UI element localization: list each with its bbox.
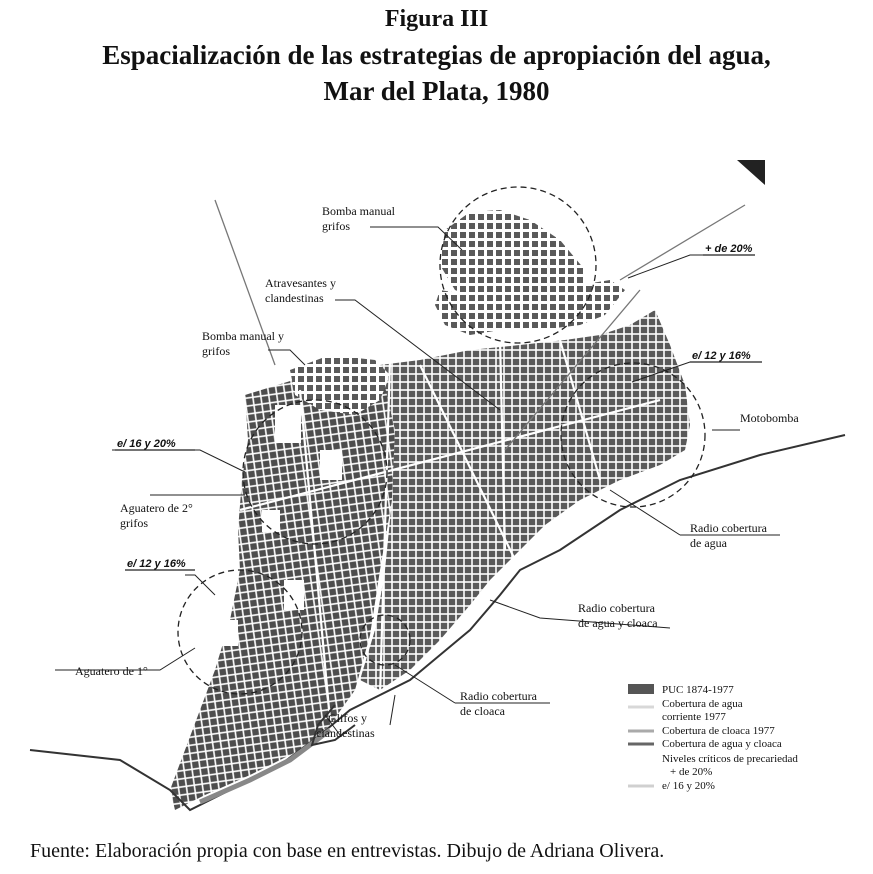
void-5 xyxy=(220,620,238,646)
legend-agua-2: corriente 1977 xyxy=(662,711,726,723)
label-aguatero-1: Aguatero de 1° xyxy=(75,664,148,678)
legend-niveles: Niveles críticos de precariedad xyxy=(662,753,798,765)
legend-cloaca: Cobertura de cloaca 1977 xyxy=(662,725,775,737)
label-clandestinas-1: clandestinas xyxy=(265,291,324,305)
void-1 xyxy=(275,405,301,443)
label-motobomba: Motobomba xyxy=(740,411,799,425)
void-4 xyxy=(284,580,304,610)
legend-e16-20: e/ 16 y 20% xyxy=(662,780,715,792)
label-glifos: Glifos y xyxy=(328,711,367,725)
legend-agua-cloaca: Cobertura de agua y cloaca xyxy=(662,738,782,750)
figure-label: Figura III xyxy=(384,6,489,32)
label-mas-20: + de 20% xyxy=(705,243,753,255)
label-radio-agua-1: Radio cobertura xyxy=(690,521,767,535)
void-2 xyxy=(320,450,342,480)
label-radio-agua-cloaca-2: de agua y cloaca xyxy=(578,616,658,630)
label-aguatero-2: Aguatero de 2° xyxy=(120,501,193,515)
city-map xyxy=(0,150,873,830)
label-e12-16-b: e/ 12 y 16% xyxy=(127,558,186,570)
label-radio-cloaca-2: de cloaca xyxy=(460,704,505,718)
legend-mas-20: + de 20% xyxy=(670,766,713,778)
title-line-2: Mar del Plata, 1980 xyxy=(323,76,550,106)
legend-puc: PUC 1874-1977 xyxy=(662,684,734,696)
source-caption: Fuente: Elaboración propia con base en entrevistas. Dibujo de Adriana Olivera. xyxy=(30,840,665,862)
label-grifos-1: grifos xyxy=(322,219,350,233)
label-bomba-manual-2: Bomba manual y xyxy=(202,329,284,343)
north-arrow-icon xyxy=(737,160,765,185)
title-line-1: Espacialización de las estrategias de apropiación del agua, xyxy=(102,40,771,70)
label-radio-cloaca-1: Radio cobertura xyxy=(460,689,537,703)
label-bomba-manual-1: Bomba manual xyxy=(322,204,395,218)
label-clandestinas-2: clandestinas xyxy=(316,726,375,740)
label-e12-16-a: e/ 12 y 16% xyxy=(692,350,751,362)
label-e16-20: e/ 16 y 20% xyxy=(117,438,176,450)
map-legend xyxy=(628,684,798,792)
legend-swatch-puc xyxy=(628,684,654,694)
label-aguatero-2-grifos: grifos xyxy=(120,516,148,530)
label-grifos-2: grifos xyxy=(202,344,230,358)
label-radio-agua-cloaca-1: Radio cobertura xyxy=(578,601,655,615)
label-radio-agua-2: de agua xyxy=(690,536,727,550)
label-atravesantes: Atravesantes y xyxy=(265,276,336,290)
legend-agua-1: Cobertura de agua xyxy=(662,698,743,710)
